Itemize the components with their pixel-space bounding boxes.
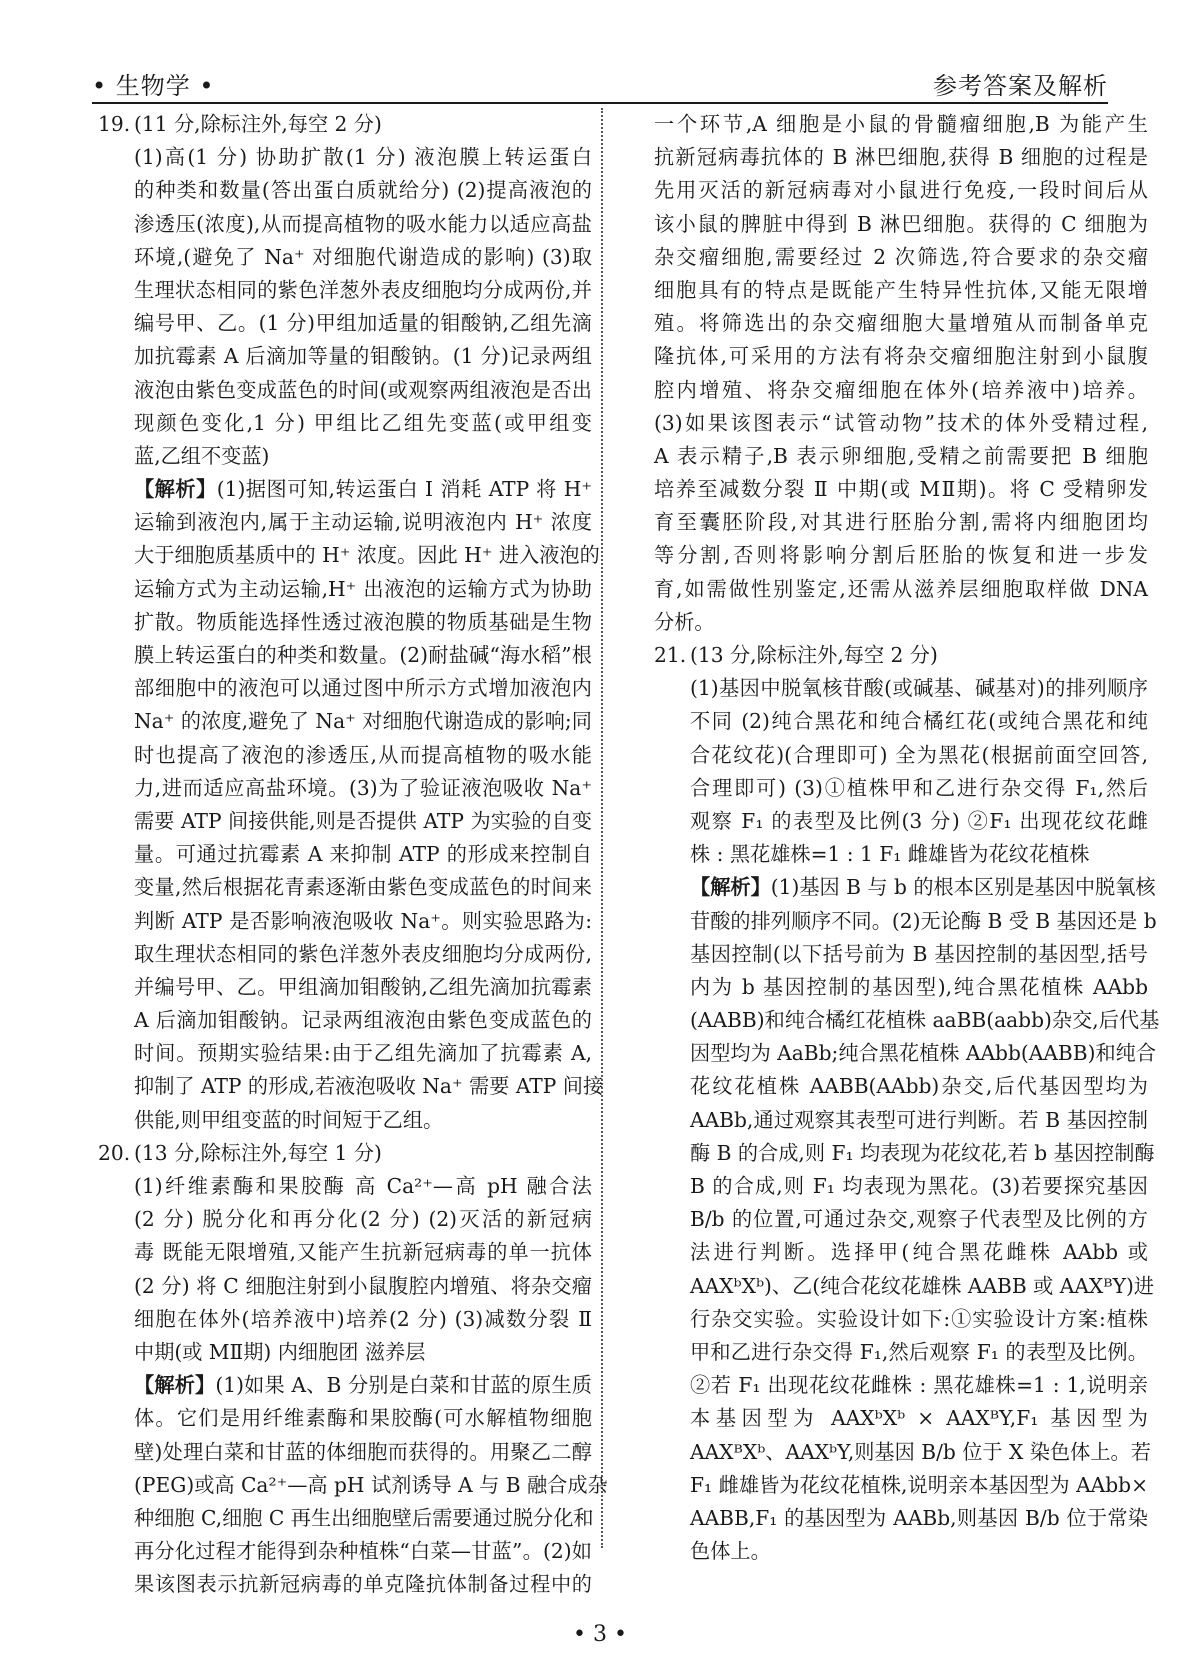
right-column (654, 108, 1160, 1568)
text-line: 【解析】(1)基因 B 与 b 的根本区别是基因中脱氧核 (690, 875, 1156, 900)
text-line: AAXᴮXᵇ、AAXᵇY,则基因 B/b 位于 X 染色体上。若 (690, 1439, 1151, 1464)
subject-label: • 生物学 • (92, 72, 215, 100)
text-line: 【解析】(1)如果 A、B 分别是白菜和甘蓝的原生质 (134, 1373, 592, 1398)
text-line: 生理状态相同的紫色洋葱外表皮细胞均分成两份,并 (134, 277, 592, 302)
question-19-heading (98, 108, 592, 141)
text-line: 该小鼠的脾脏中得到 B 淋巴细胞。获得的 C 细胞为 (654, 211, 1148, 236)
text-line: 合花纹花)(合理即可) 全为黑花(根据前面空回答, (690, 742, 1148, 767)
text-line: 行杂交实验。实验设计如下:①实验设计方案:植株 (690, 1306, 1148, 1331)
text-line: 花纹花植株 AABB(AAbb)杂交,后代基因型均为 (690, 1074, 1148, 1099)
text-line: 时也提高了液泡的渗透压,从而提高植物的吸水能 (134, 742, 592, 767)
text-line: 需要 ATP 间接供能,则是否提供 ATP 为实验的自变 (134, 808, 592, 833)
text-line: 抑制了 ATP 的形成,若液泡吸收 Na⁺ 需要 ATP 间接 (134, 1074, 604, 1099)
text-line: 杂交瘤细胞,需要经过 2 次筛选,符合要求的杂交瘤 (654, 244, 1148, 269)
text-line: 【解析】(1)据图可知,转运蛋白 Ⅰ 消耗 ATP 将 H⁺ (134, 477, 592, 502)
text-line: (1)高(1 分) 协助扩散(1 分) 液泡膜上转运蛋白 (134, 145, 592, 170)
text-line: 量。可通过抗霉素 A 来抑制 ATP 的形成来控制自 (134, 842, 592, 867)
text-line: 酶 B 的合成,则 F₁ 均表现为花纹花,若 b 基因控制酶 (690, 1140, 1155, 1165)
page-header (92, 62, 1108, 104)
text-line: (AABB)和纯合橘红花植株 aaBB(aabb)杂交,后代基 (690, 1008, 1160, 1033)
question-21-analysis (654, 871, 1160, 1568)
text-line: 中期(或 MⅡ期) 内细胞团 滋养层 (134, 1339, 426, 1364)
question-19-answer (98, 141, 592, 473)
text-line: (1)纤维素酶和果胶酶 高 Ca²⁺—高 pH 融合法 (134, 1174, 592, 1199)
text-line: 判断 ATP 是否影响液泡吸收 Na⁺。则实验思路为: (134, 908, 592, 933)
text-line: 扩散。物质能选择性透过液泡膜的物质基础是生物 (134, 609, 592, 634)
text-line: B 的合成,则 F₁ 均表现为黑花。(3)若要探究基因 (690, 1174, 1148, 1199)
text-line: 法进行判断。选择甲(纯合黑花雌株 AAbb 或 (690, 1240, 1148, 1265)
question-20-heading (98, 1137, 592, 1170)
text-line: 运输方式为主动运输,H⁺ 出液泡的运输方式为协助 (134, 576, 592, 601)
question-21-heading (654, 639, 1148, 672)
text-line: Na⁺ 的浓度,避免了 Na⁺ 对细胞代谢造成的影响;同 (134, 709, 592, 734)
text-line: 膜上转运蛋白的种类和数量。(2)耐盐碱“海水稻”根 (134, 643, 592, 668)
text-line: AABb,通过观察其表型可进行判断。若 B 基因控制 (690, 1107, 1148, 1132)
text-line: (PEG)或高 Ca²⁺—高 pH 试剂诱导 A 与 B 融合成杂 (134, 1472, 608, 1497)
text-line: (2 分) 将 C 细胞注射到小鼠腹腔内增殖、将杂交瘤 (134, 1273, 592, 1298)
text-line: 种细胞 C,细胞 C 再生出细胞壁后需要通过脱分化和 (134, 1505, 594, 1530)
text-line: 的种类和数量(答出蛋白质就给分) (2)提高液泡的 (134, 178, 592, 203)
text-line: 细胞在体外(培养液中)培养(2 分) (3)减数分裂 Ⅱ (134, 1306, 592, 1331)
question-number: 19. (98, 112, 131, 136)
text-line: 株 : 黑花雄株=1 : 1 F₁ 雌雄皆为花纹花植株 (690, 842, 1090, 867)
text-line: 壁)处理白菜和甘蓝的体细胞而获得的。用聚乙二醇 (134, 1439, 592, 1464)
text-line: 隆抗体,可采用的方法有将杂交瘤细胞注射到小鼠腹 (654, 344, 1148, 369)
text-line: AABB,F₁ 的基因型为 AABb,则基因 B/b 位于常染 (690, 1505, 1148, 1530)
text-line: 甲和乙进行杂交得 F₁,然后观察 F₁ 的表型及比例。 (690, 1339, 1148, 1364)
question-20-answer (98, 1170, 592, 1369)
score-note: (11 分,除标注外,每空 2 分) (134, 112, 382, 136)
analysis-label: 【解析】 (690, 875, 771, 900)
text-line: A 后滴加钼酸钠。记录两组液泡由紫色变成蓝色的 (134, 1008, 592, 1033)
text-line: 大于细胞质基质中的 H⁺ 浓度。因此 H⁺ 进入液泡的 (134, 543, 600, 568)
text-line: 分析。 (654, 609, 715, 634)
text-line: B/b 的位置,可通过杂交,观察子代表型及比例的方 (690, 1207, 1148, 1232)
text-line: 育至囊胚阶段,对其进行胚胎分割,需将内细胞团均 (654, 510, 1148, 535)
text-line: 不同 (2)纯合黑花和纯合橘红花(或纯合黑花和纯 (690, 709, 1148, 734)
text-line: A 表示精子,B 表示卵细胞,受精之前需要把 B 细胞 (654, 443, 1148, 468)
score-note: (13 分,除标注外,每空 1 分) (134, 1140, 382, 1165)
text-line: 取生理状态相同的紫色洋葱外表皮细胞均分成两份, (134, 941, 592, 966)
text-line: 一个环节,A 细胞是小鼠的骨髓瘤细胞,B 为能产生 (654, 112, 1148, 136)
text-line: 殖。将筛选出的杂交瘤细胞大量增殖从而制备单克 (654, 311, 1148, 336)
text-line: F₁ 雌雄皆为花纹花植株,说明亲本基因型为 AAbb× (690, 1472, 1148, 1497)
text-line: ②若 F₁ 出现花纹花雌株 : 黑花雄株=1 : 1,说明亲 (690, 1373, 1148, 1398)
analysis-label: 【解析】 (134, 477, 217, 502)
text-line: 蓝,乙组不变蓝) (134, 443, 270, 468)
text-line: AAXᵇXᵇ)、乙(纯合花纹花雄株 AABB 或 AAXᴮY)进 (690, 1273, 1155, 1298)
question-number: 20. (98, 1140, 131, 1165)
column-divider (601, 108, 603, 1548)
text-line: 并编号甲、乙。甲组滴加钼酸钠,乙组先滴加抗霉素 (134, 974, 592, 999)
text-line: 环境,(避免了 Na⁺ 对细胞代谢造成的影响) (3)取 (134, 244, 592, 269)
question-19-analysis (98, 473, 604, 1137)
text-line: 基因控制(以下括号前为 B 基因控制的基因型,括号 (690, 941, 1148, 966)
text-line: 等分割,否则将影响分割后胚胎的恢复和进一步发 (654, 543, 1148, 568)
question-number: 21. (654, 643, 687, 667)
text-line: 内为 b 基因控制的基因型),纯合黑花植株 AAbb (690, 974, 1148, 999)
left-column (98, 108, 608, 1601)
text-line: 因型均为 AaBb;纯合黑花植株 AAbb(AABB)和纯合 (690, 1041, 1157, 1066)
text-line: (2 分) 脱分化和再分化(2 分) (2)灭活的新冠病 (134, 1207, 592, 1232)
text-line: 本基因型为 AAXᵇXᵇ × AAXᴮY,F₁ 基因型为 (690, 1406, 1148, 1431)
text-line: 抗新冠病毒抗体的 B 淋巴细胞,获得 B 细胞的过程是 (654, 145, 1148, 170)
text-line: 毒 既能无限增殖,又能产生抗新冠病毒的单一抗体 (134, 1240, 592, 1265)
page-number: • 3 • (573, 1622, 627, 1647)
text-line: 加抗霉素 A 后滴加等量的钼酸钠。(1 分)记录两组 (134, 344, 592, 369)
text-line: 时间。预期实验结果:由于乙组先滴加了抗霉素 A, (134, 1041, 592, 1066)
question-20-analysis (98, 1369, 608, 1601)
text-line: 观察 F₁ 的表型及比例(3 分) ②F₁ 出现花纹花雌 (690, 808, 1148, 833)
section-title: 参考答案及解析 (933, 72, 1108, 100)
text-line: 先用灭活的新冠病毒对小鼠进行免疫,一段时间后从 (654, 178, 1148, 203)
text-line: 果该图表示抗新冠病毒的单克隆抗体制备过程中的 (134, 1572, 592, 1597)
text-line: 育,如需做性别鉴定,还需从滋养层细胞取样做 DNA (654, 576, 1148, 601)
score-note: (13 分,除标注外,每空 2 分) (690, 643, 938, 667)
text-line: 再分化过程才能得到杂种植株“白菜—甘蓝”。(2)如 (134, 1539, 592, 1564)
text-line: 培养至减数分裂 Ⅱ 中期(或 MⅡ期)。将 C 受精卵发 (654, 477, 1148, 502)
text-line: 腔内增殖、将杂交瘤细胞在体外(培养液中)培养。 (654, 377, 1148, 402)
text-line: 细胞具有的特点是既能产生特异性抗体,又能无限增 (654, 277, 1148, 302)
text-line: 运输到液泡内,属于主动运输,说明液泡内 H⁺ 浓度 (134, 510, 592, 535)
text-line: 力,进而适应高盐环境。(3)为了验证液泡吸收 Na⁺ (134, 775, 592, 800)
text-line: 苷酸的排列顺序不同。(2)无论酶 B 受 B 基因还是 b (690, 908, 1157, 933)
text-line: 液泡由紫色变成蓝色的时间(或观察两组液泡是否出 (134, 377, 592, 402)
text-line: (3)如果该图表示“试管动物”技术的体外受精过程, (654, 410, 1148, 435)
question-20-analysis-continued (654, 108, 1148, 639)
text-line: 编号甲、乙。(1 分)甲组加适量的钼酸钠,乙组先滴 (134, 311, 592, 336)
text-line: (1)基因中脱氧核苷酸(或碱基、碱基对)的排列顺序 (690, 676, 1148, 701)
text-line: 渗透压(浓度),从而提高植物的吸水能力以适应高盐 (134, 211, 592, 236)
text-line: 供能,则甲组变蓝的时间短于乙组。 (134, 1107, 444, 1132)
text-line: 合理即可) (3)①植株甲和乙进行杂交得 F₁,然后 (690, 775, 1148, 800)
text-line: 现颜色变化,1 分) 甲组比乙组先变蓝(或甲组变 (134, 410, 592, 435)
question-21-answer (654, 672, 1148, 871)
analysis-label: 【解析】 (134, 1373, 216, 1398)
text-line: 变量,然后根据花青素逐渐由紫色变成蓝色的时间来 (134, 875, 592, 900)
text-line: 体。它们是用纤维素酶和果胶酶(可水解植物细胞 (134, 1406, 592, 1431)
text-line: 色体上。 (690, 1539, 771, 1564)
text-line: 部细胞中的液泡可以通过图中所示方式增加液泡内 (134, 676, 592, 701)
